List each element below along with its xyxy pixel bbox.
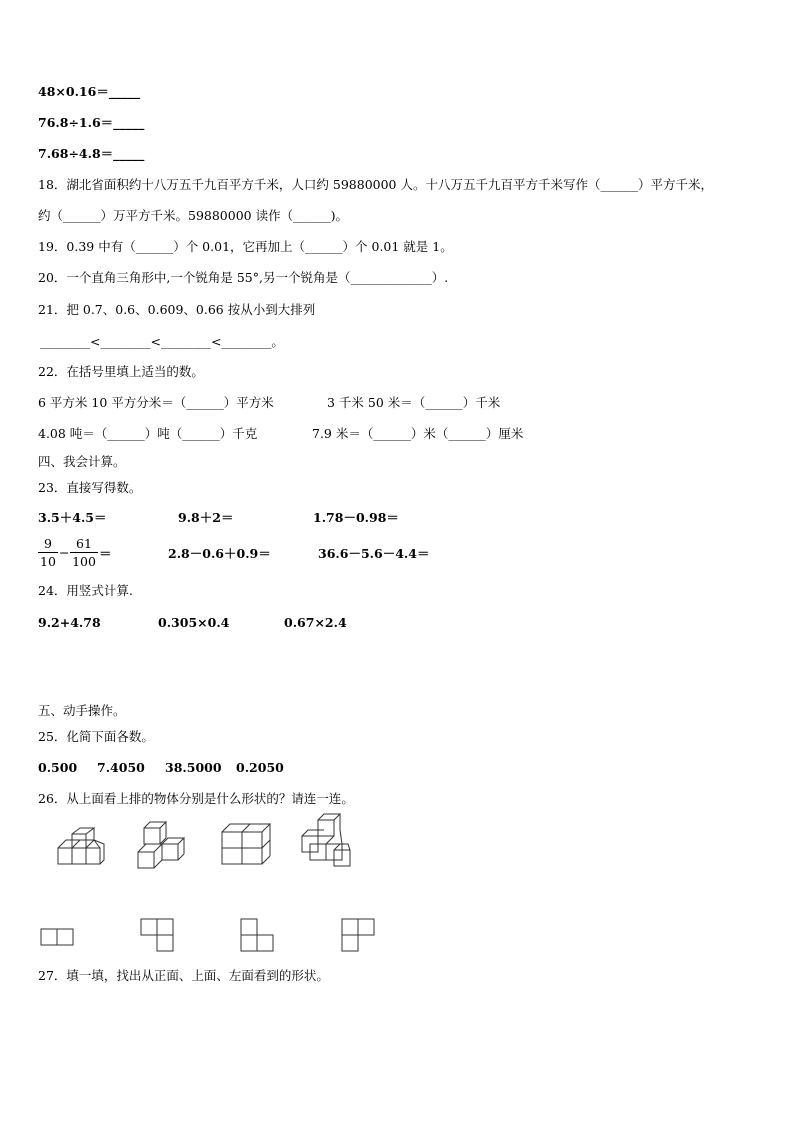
vertical-calc-2: 0.305×0.4 <box>158 615 230 630</box>
top-view-4 <box>342 919 374 951</box>
number-1: 0.500 <box>38 760 78 775</box>
question-23: 23．直接写得数。 <box>38 480 142 495</box>
minus-sign: − <box>59 545 70 560</box>
calc-7.68div4.8: 7.68÷4.8＝_____ <box>38 146 145 161</box>
question-22-item-c: 4.08 吨＝（______）吨（______）千克 <box>38 426 258 441</box>
question-25: 25．化简下面各数。 <box>38 729 154 744</box>
cube-figure-1 <box>58 828 104 864</box>
oral-calc-1: 3.5＋4.5＝ <box>38 510 107 525</box>
top-view-2 <box>141 919 173 951</box>
oral-calc-5: 2.8－0.6＋0.9＝ <box>168 546 271 561</box>
number-3: 38.5000 <box>165 760 222 775</box>
equals-sign: ＝ <box>99 546 112 561</box>
oral-calc-6: 36.6－5.6－4.4＝ <box>318 546 430 561</box>
number-2: 7.4050 <box>97 760 145 775</box>
question-22-item-d: 7.9 米＝（______）米（______）厘米 <box>312 426 524 441</box>
question-21-blanks: ________<________<________<________。 <box>40 334 284 349</box>
calc-76.8div1.6: 76.8÷1.6＝_____ <box>38 115 145 130</box>
question-21: 21．把 0.7、0.6、0.609、0.66 按从小到大排列 <box>38 302 316 317</box>
question-22-item-a: 6 平方米 10 平方分米＝（______）平方米 <box>38 395 274 410</box>
fraction-denominator: 10 <box>40 554 56 569</box>
vertical-calc-1: 9.2+4.78 <box>38 615 101 630</box>
vertical-calc-3: 0.67×2.4 <box>284 615 347 630</box>
question-18-line1: 18．湖北省面积约十八万五千九百平方千米，人口约 59880000 人。十八万五千九百平方千米写作（______）平方千米， <box>38 177 713 192</box>
question-27: 27．填一填，找出从正面、上面、左面看到的形状。 <box>38 968 329 983</box>
cube-figure-2 <box>138 822 184 868</box>
cube-figure-4 <box>302 814 350 866</box>
section-4-heading: 四、我会计算。 <box>38 454 126 469</box>
question-22: 22．在括号里填上适当的数。 <box>38 364 204 379</box>
cube-figure-3 <box>222 824 270 864</box>
calc-48x0.16: 48×0.16＝_____ <box>38 84 141 99</box>
top-view-3 <box>241 919 273 951</box>
oral-calc-3: 1.78－0.98＝ <box>313 510 399 525</box>
top-view-1 <box>41 929 73 945</box>
fraction-denominator: 100 <box>72 554 96 569</box>
number-4: 0.2050 <box>236 760 284 775</box>
section-5-heading: 五、动手操作。 <box>38 703 126 718</box>
question-22-item-b: 3 千米 50 米＝（______）千米 <box>327 395 501 410</box>
oral-calc-2: 9.8＋2＝ <box>178 510 234 525</box>
fraction-numerator: 61 <box>76 536 92 551</box>
question-26: 26．从上面看上排的物体分别是什么形状的？请连一连。 <box>38 791 354 806</box>
question-20: 20．一个直角三角形中,一个锐角是 55°,另一个锐角是（_____________）. <box>38 270 449 285</box>
fraction-numerator: 9 <box>44 536 52 551</box>
question-19: 19．0.39 中有（______）个 0.01，它再加上（______）个 0.01 就是 1。 <box>38 239 453 254</box>
question-18-line2: 约（______）万平方千米。59880000 读作（______)。 <box>38 208 348 223</box>
question-24: 24．用竖式计算. <box>38 583 133 598</box>
